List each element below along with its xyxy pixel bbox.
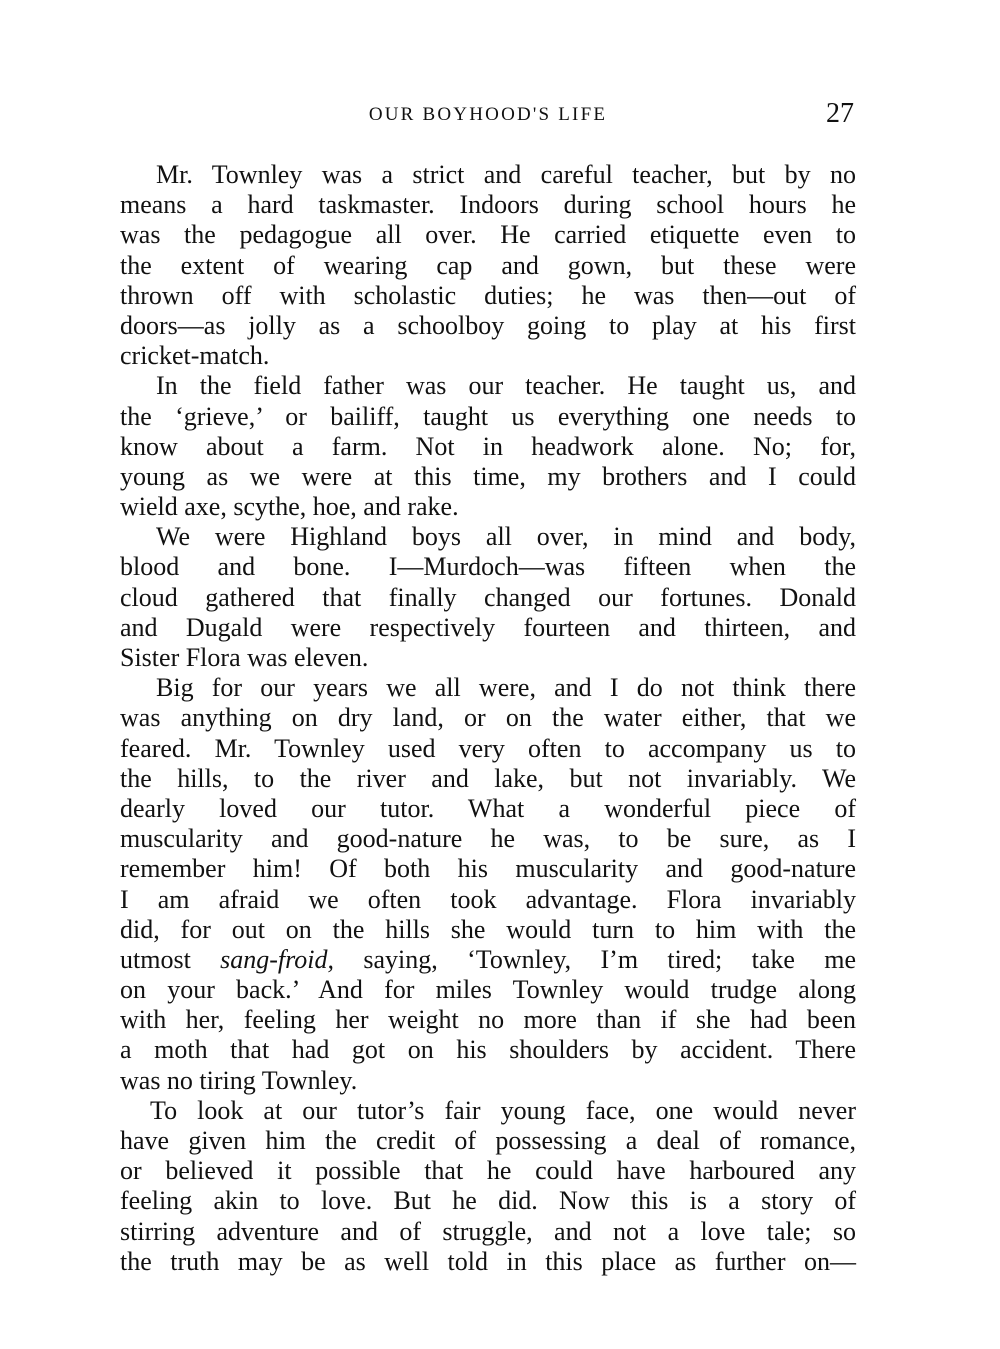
- text-line: did, for out on the hills she would turn to him with the: [120, 914, 856, 944]
- text-line: the ‘grieve,’ or bailiff, taught us everything one needs to: [120, 401, 856, 431]
- paragraph: [120, 1096, 856, 1277]
- text-line: feared. Mr. Townley used very often to accompany us to: [120, 733, 856, 763]
- text-line: wield axe, scythe, hoe, and rake.: [120, 492, 459, 522]
- text-segment: utmost: [120, 944, 221, 974]
- text-line: young as we were at this time, my brothers and I could: [120, 461, 856, 491]
- text-line: feeling akin to love. But he did. Now this is a story of: [120, 1186, 856, 1216]
- text-line: or believed it possible that he could have harboured any: [120, 1156, 856, 1186]
- text-line: cricket-match.: [120, 341, 270, 371]
- text-line: have given him the credit of possessing a deal of romance,: [120, 1126, 856, 1155]
- italic-phrase: sang-froid,: [220, 944, 335, 974]
- text-line: was the pedagogue all over. He carried etiquette even to: [120, 220, 856, 250]
- text-line: In the field father was our teacher. He taught us, and: [156, 371, 856, 401]
- text-line: I am afraid we often took advantage. Flora invariably: [120, 884, 856, 914]
- paragraph: [120, 160, 856, 371]
- text-line: and Dugald were respectively fourteen and thirteen, and: [120, 612, 856, 642]
- text-line: We were Highland boys all over, in mind and body,: [156, 522, 856, 552]
- paragraph: [120, 371, 856, 522]
- text-line: know about a farm. Not in headwork alone. No; for,: [120, 431, 856, 461]
- text-line: stirring adventure and of struggle, and not a love tale; so: [120, 1216, 856, 1246]
- page-number: 27: [826, 98, 854, 129]
- text-line: the hills, to the river and lake, but not invariably. We: [120, 763, 856, 793]
- text-line: with her, feeling her weight no more than if she had been: [120, 1005, 856, 1035]
- text-line-with-italic: [120, 945, 856, 975]
- running-header: [122, 98, 854, 138]
- text-segment: saying, ‘Townley, I’m tired; take me: [334, 944, 857, 974]
- text-line: muscularity and good-nature he was, to be sure, as I: [120, 824, 856, 854]
- text-line: cloud gathered that finally changed our fortunes. Donald: [120, 582, 856, 612]
- running-title: OUR BOYHOOD'S LIFE: [368, 104, 608, 125]
- text-line: Big for our years we all were, and I do not think there: [156, 673, 856, 703]
- text-line: on your back.’ And for miles Townley would trudge along: [120, 975, 856, 1005]
- text-line: Sister Flora was eleven.: [120, 643, 369, 672]
- text-line: To look at our tutor’s fair young face, one would never: [150, 1095, 856, 1125]
- text-line: the extent of wearing cap and gown, but these were: [120, 250, 856, 280]
- text-line: blood and bone. I—Murdoch—was fifteen when the: [120, 552, 856, 582]
- paragraph: [120, 673, 856, 1096]
- text-line: was no tiring Townley.: [120, 1065, 358, 1095]
- text-line: dearly loved our tutor. What a wonderful piece of: [120, 793, 856, 823]
- text-line: a moth that had got on his shoulders by accident. There: [120, 1035, 856, 1065]
- text-line: doors—as jolly as a schoolboy going to play at his first: [120, 310, 856, 340]
- text-line: Mr. Townley was a strict and careful teacher, but by no: [156, 160, 856, 189]
- text-line: the truth may be as well told in this place as further on—: [120, 1246, 856, 1276]
- text-line: means a hard taskmaster. Indoors during school hours he: [120, 190, 856, 220]
- paragraph: [120, 522, 856, 673]
- text-line: remember him! Of both his muscularity and good-nature: [120, 854, 856, 884]
- text-line: thrown off with scholastic duties; he was then—out of: [120, 280, 856, 310]
- body-text: [120, 160, 856, 1277]
- text-line: was anything on dry land, or on the water either, that we: [120, 703, 856, 733]
